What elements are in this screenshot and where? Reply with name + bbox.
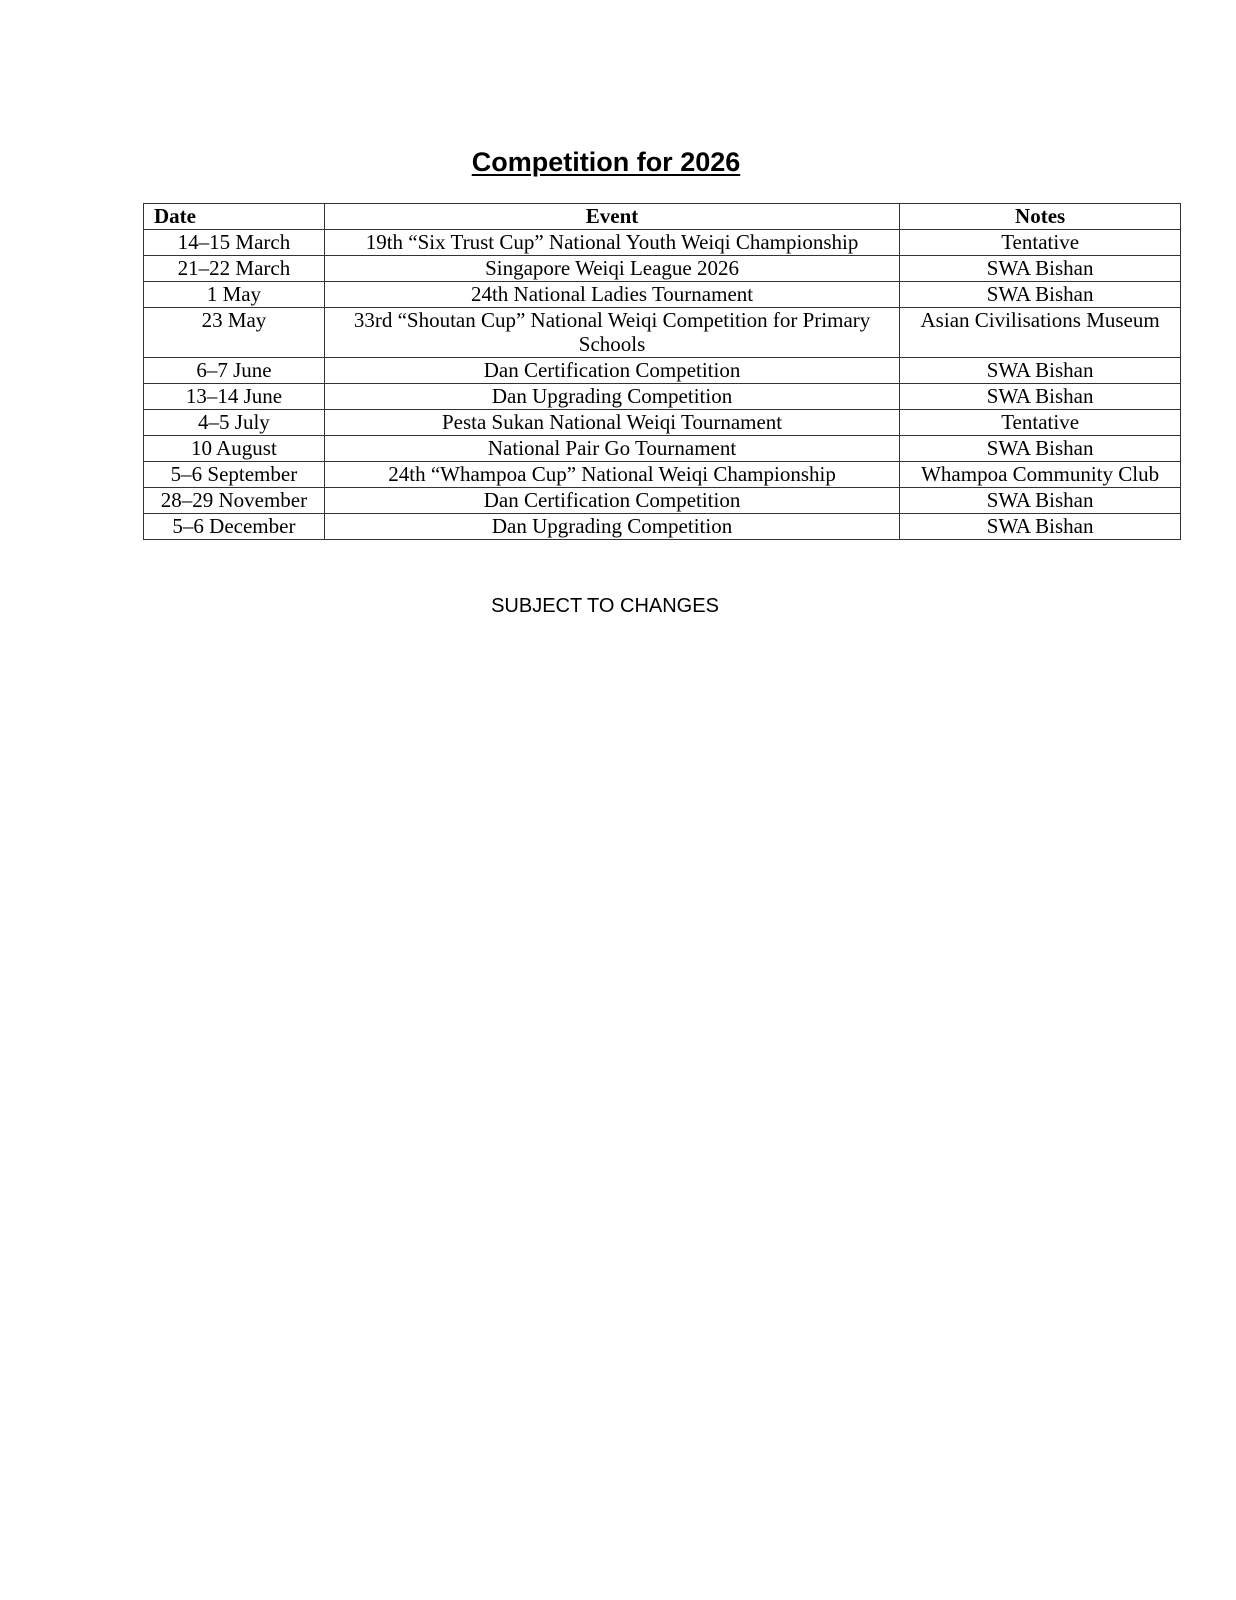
date-cell: 5–6 December [144,514,325,540]
notes-cell: SWA Bishan [900,488,1181,514]
date-cell: 1 May [144,282,325,308]
date-cell: 10 August [144,436,325,462]
page-title-text: Competition for 2026 [471,147,741,177]
date-cell: 21–22 March [144,256,325,282]
event-cell: 24th National Ladies Tournament [324,282,899,308]
column-header-event: Event [324,204,899,230]
notes-cell: SWA Bishan [900,514,1181,540]
table-row [144,488,1181,514]
event-cell: 24th “Whampoa Cup” National Weiqi Championship [324,462,899,488]
table-row [144,230,1181,256]
date-cell: 4–5 July [144,410,325,436]
notes-cell: SWA Bishan [900,436,1181,462]
table-row [144,514,1181,540]
notes-cell: Tentative [900,410,1181,436]
notes-cell: Asian Civilisations Museum [900,308,1181,358]
notes-cell: Whampoa Community Club [900,462,1181,488]
event-cell: Singapore Weiqi League 2026 [324,256,899,282]
notes-cell: SWA Bishan [900,282,1181,308]
table-row [144,308,1181,358]
date-cell: 23 May [144,308,325,358]
table-row [144,436,1181,462]
table-header-row [144,204,1181,230]
event-cell: 19th “Six Trust Cup” National Youth Weiqi Championship [324,230,899,256]
event-cell: Dan Upgrading Competition [324,384,899,410]
date-cell: 13–14 June [144,384,325,410]
event-cell: Dan Certification Competition [324,358,899,384]
table-row [144,384,1181,410]
event-cell: National Pair Go Tournament [324,436,899,462]
table-row [144,410,1181,436]
date-cell: 14–15 March [144,230,325,256]
column-header-notes: Notes [900,204,1181,230]
event-cell: Dan Certification Competition [324,488,899,514]
notes-cell: Tentative [900,230,1181,256]
event-cell: 33rd “Shoutan Cup” National Weiqi Competition for Primary Schools [324,308,899,358]
subject-to-changes-note: SUBJECT TO CHANGES [491,595,719,617]
page-title [0,142,1212,182]
competition-schedule-table [143,203,1181,540]
notes-cell: SWA Bishan [900,256,1181,282]
event-cell: Pesta Sukan National Weiqi Tournament [324,410,899,436]
notes-cell: SWA Bishan [900,384,1181,410]
table-row [144,282,1181,308]
column-header-date: Date [144,204,325,230]
event-cell: Dan Upgrading Competition [324,514,899,540]
table-row [144,462,1181,488]
date-cell: 5–6 September [144,462,325,488]
date-cell: 6–7 June [144,358,325,384]
notes-cell: SWA Bishan [900,358,1181,384]
table-row [144,256,1181,282]
table-row [144,358,1181,384]
date-cell: 28–29 November [144,488,325,514]
